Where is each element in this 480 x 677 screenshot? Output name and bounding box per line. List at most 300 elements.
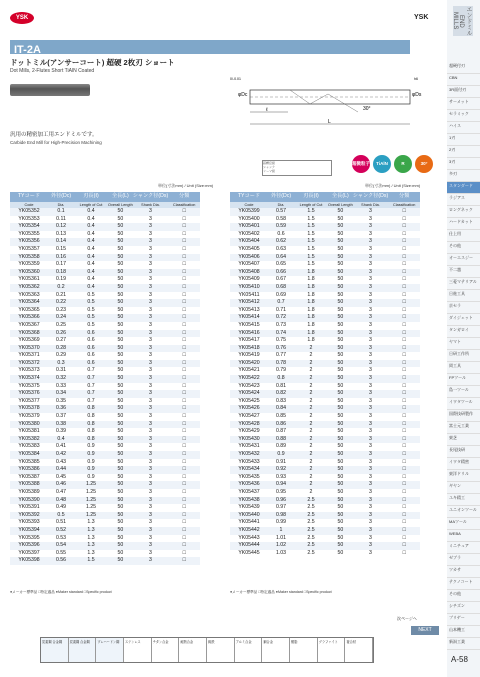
cell-dia: 0.88 bbox=[268, 436, 294, 444]
cell-tc: YK05400 bbox=[238, 215, 260, 222]
ds-label: φDs bbox=[412, 92, 422, 98]
subheader-tc: Code bbox=[230, 202, 268, 208]
cell-sd: 3 bbox=[149, 352, 152, 359]
cell-loc: 0.4 bbox=[87, 261, 95, 268]
sidebar-item[interactable]: 京セラ bbox=[447, 302, 480, 314]
cell-sd: 3 bbox=[369, 352, 372, 359]
cell-oal: 50 bbox=[108, 497, 133, 505]
sidebar-item[interactable]: ゼブラ bbox=[447, 554, 480, 566]
cell-oal: 50 bbox=[328, 436, 353, 444]
sidebar-item[interactable]: ダイジェット bbox=[447, 314, 480, 326]
sidebar-item[interactable]: 多刃 bbox=[447, 170, 480, 182]
sidebar-item[interactable]: ギヤン bbox=[447, 482, 480, 494]
table-row bbox=[10, 550, 200, 558]
cell-tc: YK05426 bbox=[230, 405, 268, 413]
cell-loc: 0.4 bbox=[87, 245, 95, 252]
cell-cls: □ bbox=[388, 436, 420, 444]
cell-sd: 3 bbox=[133, 314, 169, 322]
sidebar-item[interactable]: 富士元工業 bbox=[447, 422, 480, 434]
cell-cls: □ bbox=[402, 276, 406, 283]
sidebar-item[interactable]: 東洋ドリル bbox=[447, 470, 480, 482]
cell-sd: 3 bbox=[369, 473, 372, 480]
cell-tc: YK05399 bbox=[230, 208, 268, 216]
cell-loc: 2.5 bbox=[307, 504, 315, 511]
cell-loc: 2.5 bbox=[294, 527, 328, 535]
cell-loc: 1.8 bbox=[307, 291, 315, 298]
cell-oal: 50 bbox=[328, 451, 353, 459]
cell-oal: 50 bbox=[337, 215, 344, 222]
tolerance-legend bbox=[262, 160, 332, 176]
sidebar-item[interactable]: タンガロイ bbox=[447, 326, 480, 338]
cell-dia: 0.55 bbox=[55, 549, 67, 556]
cell-cls: □ bbox=[168, 451, 200, 459]
sidebar-item[interactable]: 長尾技研 bbox=[447, 446, 480, 458]
cell-tc: YK05407 bbox=[238, 261, 260, 268]
cell-oal: 50 bbox=[108, 557, 133, 565]
cell-sd: 3 bbox=[369, 215, 372, 222]
cell-oal: 50 bbox=[337, 245, 344, 252]
header-sd: シャンク径(Ds) bbox=[353, 192, 389, 202]
cell-tc: YK05353 bbox=[18, 215, 40, 222]
cell-cls: □ bbox=[388, 512, 420, 520]
cell-tc: YK05377 bbox=[18, 397, 40, 404]
cell-oal: 50 bbox=[337, 443, 344, 450]
material-col: グラファイト bbox=[318, 638, 346, 662]
cell-dia: 0.85 bbox=[275, 413, 287, 420]
cell-tc: YK05368 bbox=[10, 330, 48, 338]
cell-oal: 50 bbox=[337, 382, 344, 389]
table-row bbox=[10, 489, 200, 497]
cell-oal: 50 bbox=[117, 504, 124, 511]
cell-cls: □ bbox=[182, 276, 186, 283]
cell-tc: YK05390 bbox=[10, 497, 48, 505]
cell-cls: □ bbox=[402, 367, 406, 374]
sidebar-item[interactable]: サーメット bbox=[447, 98, 480, 110]
cell-dia: 0.16 bbox=[48, 254, 74, 262]
end-mill-photo bbox=[10, 84, 90, 96]
cell-cls: □ bbox=[168, 238, 200, 246]
cell-sd: 3 bbox=[149, 382, 152, 389]
cell-loc: 1.3 bbox=[74, 527, 108, 535]
subheader-sd: Shank Dia. bbox=[353, 202, 389, 208]
cell-sd: 3 bbox=[369, 519, 372, 526]
cell-oal: 50 bbox=[117, 337, 124, 344]
sidebar-item[interactable]: 3刃 bbox=[447, 158, 480, 170]
sidebar-item[interactable]: ユニオンツール bbox=[447, 506, 480, 518]
sidebar-item[interactable]: ユキ精工 bbox=[447, 494, 480, 506]
cell-sd: 3 bbox=[369, 534, 372, 541]
cell-dia: 0.68 bbox=[268, 284, 294, 292]
cell-tc: YK05443 bbox=[238, 534, 260, 541]
spec-table-right bbox=[230, 192, 420, 557]
sidebar-item[interactable]: 2刃 bbox=[447, 146, 480, 158]
cell-tc: YK05357 bbox=[18, 245, 40, 252]
cell-sd: 3 bbox=[353, 269, 389, 277]
cell-tc: YK05444 bbox=[230, 542, 268, 550]
table-row bbox=[10, 223, 200, 231]
cell-oal: 50 bbox=[117, 519, 124, 526]
cell-loc: 2 bbox=[309, 352, 313, 359]
cell-dia: 0.22 bbox=[48, 299, 74, 307]
cell-tc: YK05439 bbox=[238, 504, 260, 511]
cell-oal: 50 bbox=[108, 481, 133, 489]
table-row bbox=[230, 223, 420, 231]
subheader-oal: Overall Length bbox=[328, 203, 353, 207]
badge-2: R bbox=[394, 155, 412, 173]
cell-tc: YK05388 bbox=[10, 481, 48, 489]
table-row bbox=[230, 208, 420, 216]
cell-cls: □ bbox=[388, 527, 420, 535]
table-row bbox=[230, 405, 420, 413]
cell-tc: YK05419 bbox=[238, 352, 260, 359]
table-row bbox=[10, 360, 200, 368]
header-oal: 全長(L) bbox=[328, 192, 353, 202]
cell-oal: 50 bbox=[117, 428, 124, 435]
cell-cls: □ bbox=[168, 330, 200, 338]
table-row bbox=[10, 481, 200, 489]
sidebar-item[interactable]: ハイス bbox=[447, 122, 480, 134]
cell-dia: 0.45 bbox=[55, 473, 67, 480]
cell-loc: 2 bbox=[309, 443, 313, 450]
table-row bbox=[230, 390, 420, 398]
cell-oal: 50 bbox=[108, 330, 133, 338]
table-row bbox=[10, 535, 200, 543]
table-row bbox=[230, 519, 420, 527]
cell-tc: YK05408 bbox=[230, 269, 268, 277]
cell-cls: □ bbox=[388, 405, 420, 413]
table-row bbox=[230, 337, 420, 345]
header-cls: 分類 bbox=[168, 192, 200, 202]
cell-tc: YK05405 bbox=[238, 245, 260, 252]
cell-oal: 50 bbox=[108, 512, 133, 520]
cell-sd: 3 bbox=[369, 306, 372, 313]
cell-cls: □ bbox=[182, 291, 186, 298]
table-row bbox=[10, 276, 200, 284]
cell-loc: 0.9 bbox=[87, 473, 95, 480]
sidebar-item[interactable]: 新潟工業 bbox=[447, 638, 480, 650]
cell-oal: 50 bbox=[337, 367, 344, 374]
sidebar-item[interactable]: 仕上用 bbox=[447, 230, 480, 242]
cell-dia: 0.5 bbox=[48, 512, 74, 520]
cell-loc: 0.5 bbox=[87, 306, 95, 313]
cell-sd: 3 bbox=[353, 345, 389, 353]
sidebar-item[interactable]: その他 bbox=[447, 590, 480, 602]
cell-tc: YK05355 bbox=[18, 230, 40, 237]
cell-loc: 0.5 bbox=[74, 314, 108, 322]
cell-sd: 3 bbox=[353, 436, 389, 444]
table-row bbox=[230, 375, 420, 383]
cell-oal: 50 bbox=[328, 360, 353, 368]
sidebar-item[interactable]: 三菱マテリアル bbox=[447, 278, 480, 290]
sidebar-item[interactable]: イワタ精密 bbox=[447, 458, 480, 470]
cell-dia: 0.12 bbox=[48, 223, 74, 231]
cell-dia: 0.25 bbox=[55, 321, 67, 328]
cell-dia: 0.95 bbox=[275, 488, 287, 495]
cell-sd: 3 bbox=[353, 284, 389, 292]
cell-oal: 50 bbox=[117, 443, 124, 450]
cell-cls: □ bbox=[182, 504, 186, 511]
cell-oal: 50 bbox=[108, 269, 133, 277]
table-row bbox=[230, 254, 420, 262]
cell-dia: 0.91 bbox=[275, 458, 287, 465]
sidebar-item[interactable]: プリゲー bbox=[447, 614, 480, 626]
next-button[interactable]: NEXT bbox=[411, 626, 439, 635]
sidebar-item[interactable]: ロングネック bbox=[447, 206, 480, 218]
unit-label-right: 単位(寸法mm) / Unit (Size:mm) bbox=[365, 183, 421, 188]
table-row bbox=[10, 421, 200, 429]
cell-loc: 0.4 bbox=[74, 254, 108, 262]
header-dia: 外径(Dc) bbox=[48, 192, 74, 202]
cell-oal: 50 bbox=[337, 261, 344, 268]
cell-dia: 0.92 bbox=[268, 466, 294, 474]
cell-cls: □ bbox=[182, 230, 186, 237]
cell-cls: □ bbox=[402, 519, 406, 526]
header-oal: 全長(L) bbox=[108, 192, 133, 202]
sidebar-item[interactable]: 超硬付刃 bbox=[447, 62, 480, 74]
cell-cls: □ bbox=[168, 390, 200, 398]
cell-cls: □ bbox=[388, 421, 420, 429]
sidebar-item[interactable]: イワタツール bbox=[447, 398, 480, 410]
cell-cls: □ bbox=[182, 352, 186, 359]
cell-sd: 3 bbox=[133, 254, 169, 262]
cell-sd: 3 bbox=[353, 405, 389, 413]
cell-oal: 50 bbox=[328, 269, 353, 277]
cell-oal: 50 bbox=[117, 306, 124, 313]
cell-tc: YK05434 bbox=[230, 466, 268, 474]
cell-cls: □ bbox=[182, 261, 186, 268]
table-row bbox=[230, 443, 420, 451]
subheader-tc: Code bbox=[10, 202, 48, 208]
cell-dia: 0.17 bbox=[55, 261, 67, 268]
sidebar-item[interactable]: MAツール bbox=[447, 518, 480, 530]
cell-cls: □ bbox=[182, 306, 186, 313]
cell-loc: 0.7 bbox=[87, 382, 95, 389]
cell-loc: 0.9 bbox=[74, 466, 108, 474]
cell-dia: 0.76 bbox=[268, 345, 294, 353]
sidebar-item[interactable]: FPツール bbox=[447, 374, 480, 386]
cell-oal: 50 bbox=[328, 208, 353, 216]
sidebar-item[interactable]: シチズン bbox=[447, 602, 480, 614]
cell-loc: 1.5 bbox=[74, 557, 108, 565]
cell-loc: 2.5 bbox=[294, 542, 328, 550]
sidebar-item[interactable]: WEBA bbox=[447, 530, 480, 542]
cell-loc: 2 bbox=[309, 428, 313, 435]
legend-line-1: 超精密級 bbox=[263, 161, 276, 165]
cell-dia: 0.6 bbox=[277, 230, 285, 237]
cell-dia: 0.8 bbox=[268, 375, 294, 383]
cell-sd: 3 bbox=[369, 428, 372, 435]
cell-oal: 50 bbox=[328, 405, 353, 413]
cell-loc: 0.8 bbox=[87, 413, 95, 420]
badge-3: 30° bbox=[415, 155, 433, 173]
cell-cls: □ bbox=[182, 428, 186, 435]
cell-oal: 50 bbox=[117, 291, 124, 298]
sidebar-item[interactable]: ヤマト bbox=[447, 338, 480, 350]
cell-loc: 0.6 bbox=[74, 330, 108, 338]
cell-tc: YK05391 bbox=[18, 504, 40, 511]
cell-cls: □ bbox=[402, 321, 406, 328]
cell-oal: 50 bbox=[108, 345, 133, 353]
sidebar-item[interactable]: 1刃 bbox=[447, 134, 480, 146]
header-dia: 外径(Dc) bbox=[268, 192, 294, 202]
cell-dia: 0.58 bbox=[275, 215, 287, 222]
cell-cls: □ bbox=[182, 367, 186, 374]
cell-loc: 2 bbox=[309, 458, 313, 465]
cell-cls: □ bbox=[402, 504, 406, 511]
cell-loc: 0.5 bbox=[87, 291, 95, 298]
table-row bbox=[230, 428, 420, 436]
material-col: 炭素鋼 合金鋼 bbox=[41, 638, 69, 662]
cell-dia: 0.34 bbox=[48, 390, 74, 398]
cell-sd: 3 bbox=[149, 428, 152, 435]
series-title: IT-2A bbox=[14, 44, 41, 56]
sidebar-item[interactable]: ハードカット bbox=[447, 218, 480, 230]
cell-dia: 0.44 bbox=[48, 466, 74, 474]
cell-tc: YK05422 bbox=[230, 375, 268, 383]
material-col: アルミ合金 bbox=[235, 638, 263, 662]
cell-sd: 3 bbox=[149, 443, 152, 450]
cell-sd: 3 bbox=[133, 466, 169, 474]
sidebar-item[interactable]: オーエスジー bbox=[447, 254, 480, 266]
table-row bbox=[10, 519, 200, 527]
sidebar-title: エンドミル END MILLS bbox=[452, 6, 471, 36]
material-col: チタン合金 bbox=[152, 638, 180, 662]
spec-table-left bbox=[10, 192, 200, 565]
cell-oal: 50 bbox=[328, 512, 353, 520]
cell-loc: 0.4 bbox=[74, 269, 108, 277]
cell-tc: YK05410 bbox=[230, 284, 268, 292]
sidebar-item[interactable]: セラミック bbox=[447, 110, 480, 122]
table-row bbox=[10, 261, 200, 269]
table-row bbox=[10, 292, 200, 300]
sidebar-item[interactable]: ミニチュア bbox=[447, 542, 480, 554]
cell-oal: 50 bbox=[328, 254, 353, 262]
sidebar-item[interactable]: 日進工具 bbox=[447, 290, 480, 302]
cell-cls: □ bbox=[388, 375, 420, 383]
cell-tc: YK05352 bbox=[10, 208, 48, 216]
cell-loc: 1.8 bbox=[307, 306, 315, 313]
cell-dia: 0.66 bbox=[268, 269, 294, 277]
cell-dia: 0.97 bbox=[275, 504, 287, 511]
cell-dia: 0.84 bbox=[268, 405, 294, 413]
cell-cls: □ bbox=[402, 549, 406, 556]
table-row bbox=[10, 383, 200, 391]
cell-loc: 0.7 bbox=[87, 397, 95, 404]
cell-oal: 50 bbox=[328, 223, 353, 231]
cell-sd: 3 bbox=[369, 458, 372, 465]
cell-sd: 3 bbox=[149, 397, 152, 404]
cell-dia: 0.77 bbox=[275, 352, 287, 359]
sidebar-item[interactable]: 日研工作所 bbox=[447, 350, 480, 362]
cell-oal: 50 bbox=[328, 390, 353, 398]
table-row bbox=[230, 292, 420, 300]
sidebar-item[interactable]: ツカサ bbox=[447, 566, 480, 578]
cell-sd: 3 bbox=[353, 375, 389, 383]
material-col: プレハードン鋼 bbox=[96, 638, 124, 662]
subheader-cls: Classification bbox=[168, 202, 200, 208]
cell-sd: 3 bbox=[133, 405, 169, 413]
sidebar-item[interactable]: CBN bbox=[447, 74, 480, 86]
sidebar-item[interactable]: 山本機工 bbox=[447, 626, 480, 638]
cell-dia: 0.73 bbox=[275, 321, 287, 328]
sidebar-item[interactable]: ラジアス bbox=[447, 194, 480, 206]
cell-tc: YK05369 bbox=[18, 337, 40, 344]
sidebar-item[interactable]: 東芝 bbox=[447, 434, 480, 446]
sidebar-item[interactable]: 島一ツール bbox=[447, 386, 480, 398]
table-row bbox=[10, 208, 200, 216]
cell-sd: 3 bbox=[133, 451, 169, 459]
cell-dia: 0.49 bbox=[55, 504, 67, 511]
cell-cls: □ bbox=[182, 473, 186, 480]
cell-tc: YK05358 bbox=[10, 254, 48, 262]
cell-oal: 50 bbox=[337, 504, 344, 511]
cell-cls: □ bbox=[168, 208, 200, 216]
cell-dia: 0.83 bbox=[275, 397, 287, 404]
table-row bbox=[230, 421, 420, 429]
cell-sd: 3 bbox=[369, 245, 372, 252]
cell-sd: 3 bbox=[353, 254, 389, 262]
sidebar-item[interactable]: 3R面付刃 bbox=[447, 86, 480, 98]
cell-cls: □ bbox=[388, 542, 420, 550]
sidebar-item[interactable]: 不二越 bbox=[447, 266, 480, 278]
cell-sd: 3 bbox=[149, 321, 152, 328]
cell-cls: □ bbox=[168, 512, 200, 520]
cell-oal: 50 bbox=[108, 390, 133, 398]
sidebar-item[interactable]: テクノコート bbox=[447, 578, 480, 590]
cell-cls: □ bbox=[182, 534, 186, 541]
table-row bbox=[230, 345, 420, 353]
cell-loc: 1.8 bbox=[307, 337, 315, 344]
cell-oal: 50 bbox=[328, 284, 353, 292]
table-row bbox=[230, 238, 420, 246]
cell-tc: YK05359 bbox=[18, 261, 40, 268]
cell-oal: 50 bbox=[328, 527, 353, 535]
cell-tc: YK05356 bbox=[10, 238, 48, 246]
cell-tc: YK05412 bbox=[230, 299, 268, 307]
cell-tc: YK05398 bbox=[10, 557, 48, 565]
cell-sd: 3 bbox=[149, 504, 152, 511]
cell-tc: YK05371 bbox=[18, 352, 40, 359]
cell-sd: 3 bbox=[133, 223, 169, 231]
footnote-left: ●メーカー標準品 □特定適品 ●Maker standard □Specific product bbox=[10, 590, 112, 594]
sidebar-item[interactable]: スタンダード bbox=[447, 182, 480, 194]
cell-oal: 50 bbox=[337, 413, 344, 420]
legend-line-3: リーマ級 bbox=[263, 169, 276, 173]
sidebar-item[interactable]: 岡工具 bbox=[447, 362, 480, 374]
cell-dia: 1.03 bbox=[275, 549, 287, 556]
cell-oal: 50 bbox=[108, 527, 133, 535]
cell-tc: YK05445 bbox=[238, 549, 260, 556]
cell-loc: 1.3 bbox=[87, 519, 95, 526]
cell-tc: YK05417 bbox=[238, 337, 260, 344]
table-row bbox=[10, 307, 200, 315]
material-col: 炭素鋼 合金鋼 bbox=[69, 638, 97, 662]
cell-sd: 3 bbox=[149, 306, 152, 313]
cell-cls: □ bbox=[388, 345, 420, 353]
cell-cls: □ bbox=[182, 519, 186, 526]
cell-oal: 50 bbox=[337, 337, 344, 344]
cell-loc: 2 bbox=[294, 451, 328, 459]
cell-sd: 3 bbox=[369, 337, 372, 344]
cell-cls: □ bbox=[388, 254, 420, 262]
subheader-loc: Length of Cut bbox=[294, 202, 328, 208]
sidebar-item[interactable]: その他 bbox=[447, 242, 480, 254]
cell-sd: 3 bbox=[133, 299, 169, 307]
cell-sd: 3 bbox=[133, 208, 169, 216]
sidebar-item[interactable]: 国際技研製作 bbox=[447, 410, 480, 422]
material-table bbox=[40, 637, 374, 663]
cell-dia: 1.01 bbox=[275, 534, 287, 541]
